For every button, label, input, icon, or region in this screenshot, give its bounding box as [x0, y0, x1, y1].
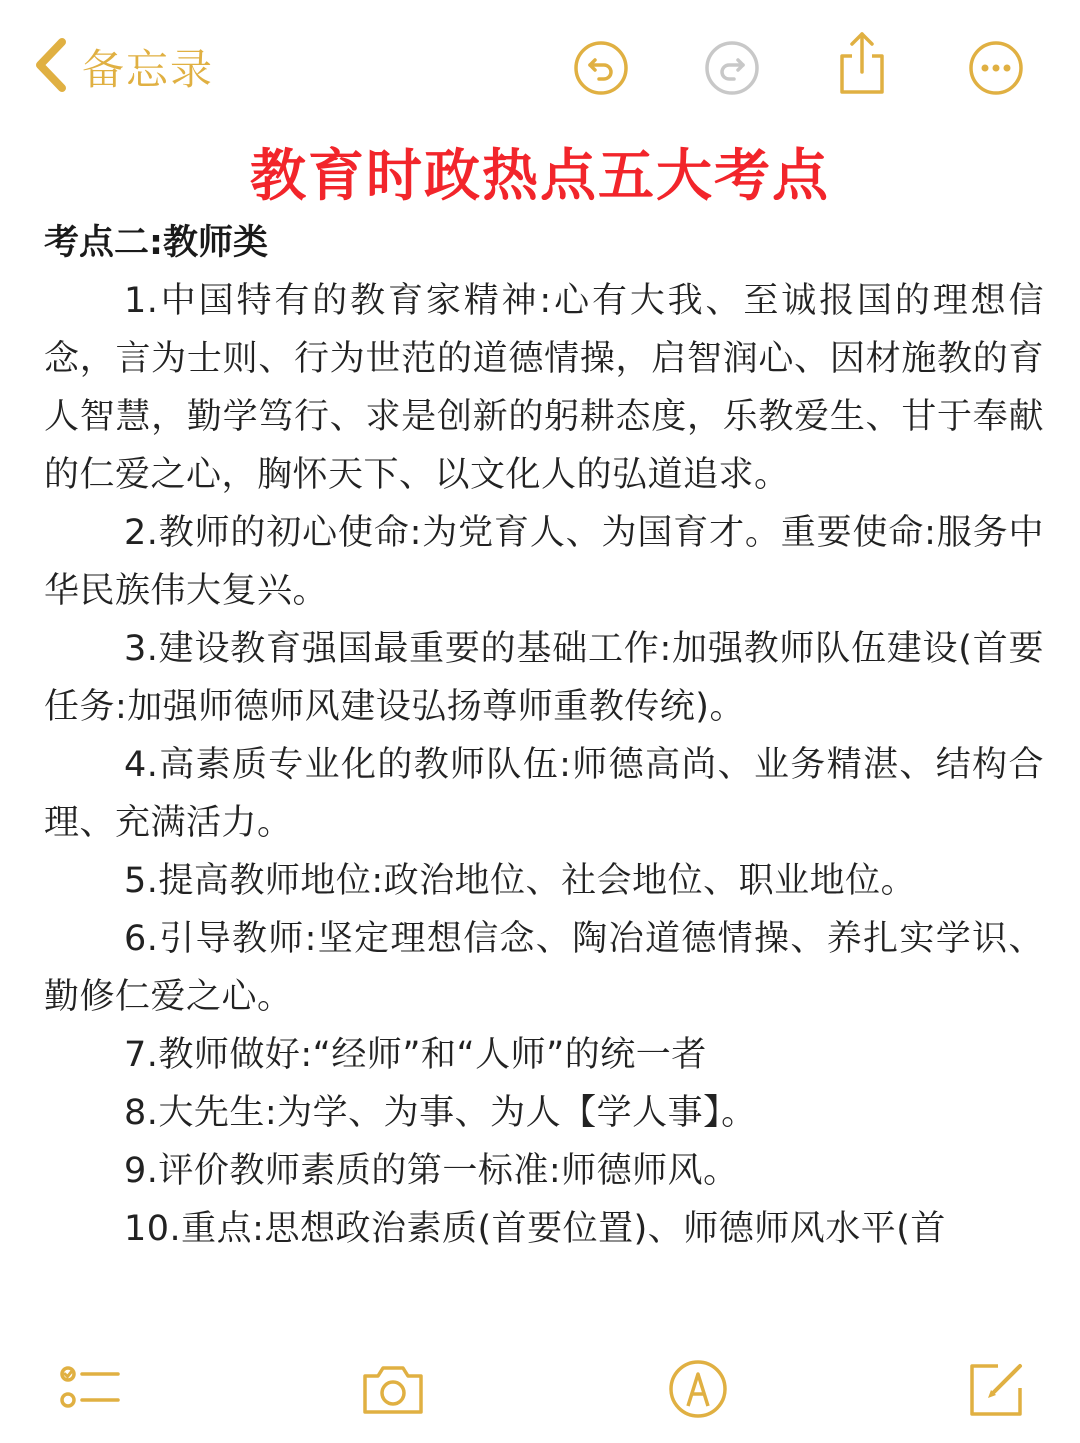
- share-icon: [834, 81, 890, 100]
- compose-icon: [964, 1407, 1030, 1426]
- back-label: 备忘录: [82, 45, 215, 94]
- list-item: 2.教师的初心使命:为党育人、为国育才。重要使命:服务中华民族伟大复兴。: [44, 513, 1044, 611]
- note-body[interactable]: [44, 214, 1044, 1258]
- camera-icon: [360, 1407, 426, 1426]
- chevron-left-icon: [30, 36, 70, 98]
- list-item: 3.建设教育强国最重要的基础工作:加强教师队伍建设(首要任务:加强师德师风建设弘扬尊师重教传统)。: [44, 629, 1044, 727]
- note-title[interactable]: 教育时政热点五大考点: [250, 144, 830, 209]
- bottom-toolbar: [0, 1350, 1080, 1443]
- top-toolbar: [0, 0, 1080, 120]
- more-button[interactable]: [968, 40, 1024, 96]
- camera-button[interactable]: [360, 1356, 426, 1422]
- list-item: 8.大先生:为学、为事、为人【学人事】。: [124, 1093, 757, 1133]
- checklist-button[interactable]: [56, 1356, 122, 1422]
- redo-icon: [704, 81, 760, 100]
- list-item: 4.高素质专业化的教师队伍:师德高尚、业务精湛、结构合理、充满活力。: [44, 745, 1044, 843]
- undo-button[interactable]: [573, 40, 629, 96]
- list-item: 10.重点:思想政治素质(首要位置)、师德师风水平(首: [124, 1209, 946, 1249]
- section-heading: 考点二:教师类: [44, 223, 268, 263]
- list-item: 1.中国特有的教育家精神:心有大我、至诚报国的理想信念，言为士则、行为世范的道德情操，启智润心、因材施教的育人智慧，勤学笃行、求是创新的躬耕态度，乐教爱生、甘于奉献的仁爱之心，胸怀天下、以文化人的弘道追求。: [44, 281, 1044, 495]
- compose-button[interactable]: [964, 1356, 1030, 1422]
- share-button[interactable]: [834, 30, 890, 86]
- markup-pen-icon: [665, 1407, 731, 1426]
- list-item: 9.评价教师素质的第一标准:师德师风。: [124, 1151, 739, 1191]
- checklist-icon: [56, 1407, 122, 1426]
- markup-button[interactable]: [665, 1356, 731, 1422]
- more-icon: [968, 81, 1024, 100]
- undo-icon: [573, 81, 629, 100]
- list-item: 5.提高教师地位:政治地位、社会地位、职业地位。: [124, 861, 917, 901]
- back-button[interactable]: [30, 36, 214, 98]
- redo-button[interactable]: [704, 40, 760, 96]
- list-item: 7.教师做好:“经师”和“人师”的统一者: [124, 1035, 707, 1075]
- list-item: 6.引导教师:坚定理想信念、陶冶道德情操、养扎实学识、勤修仁爱之心。: [44, 919, 1044, 1017]
